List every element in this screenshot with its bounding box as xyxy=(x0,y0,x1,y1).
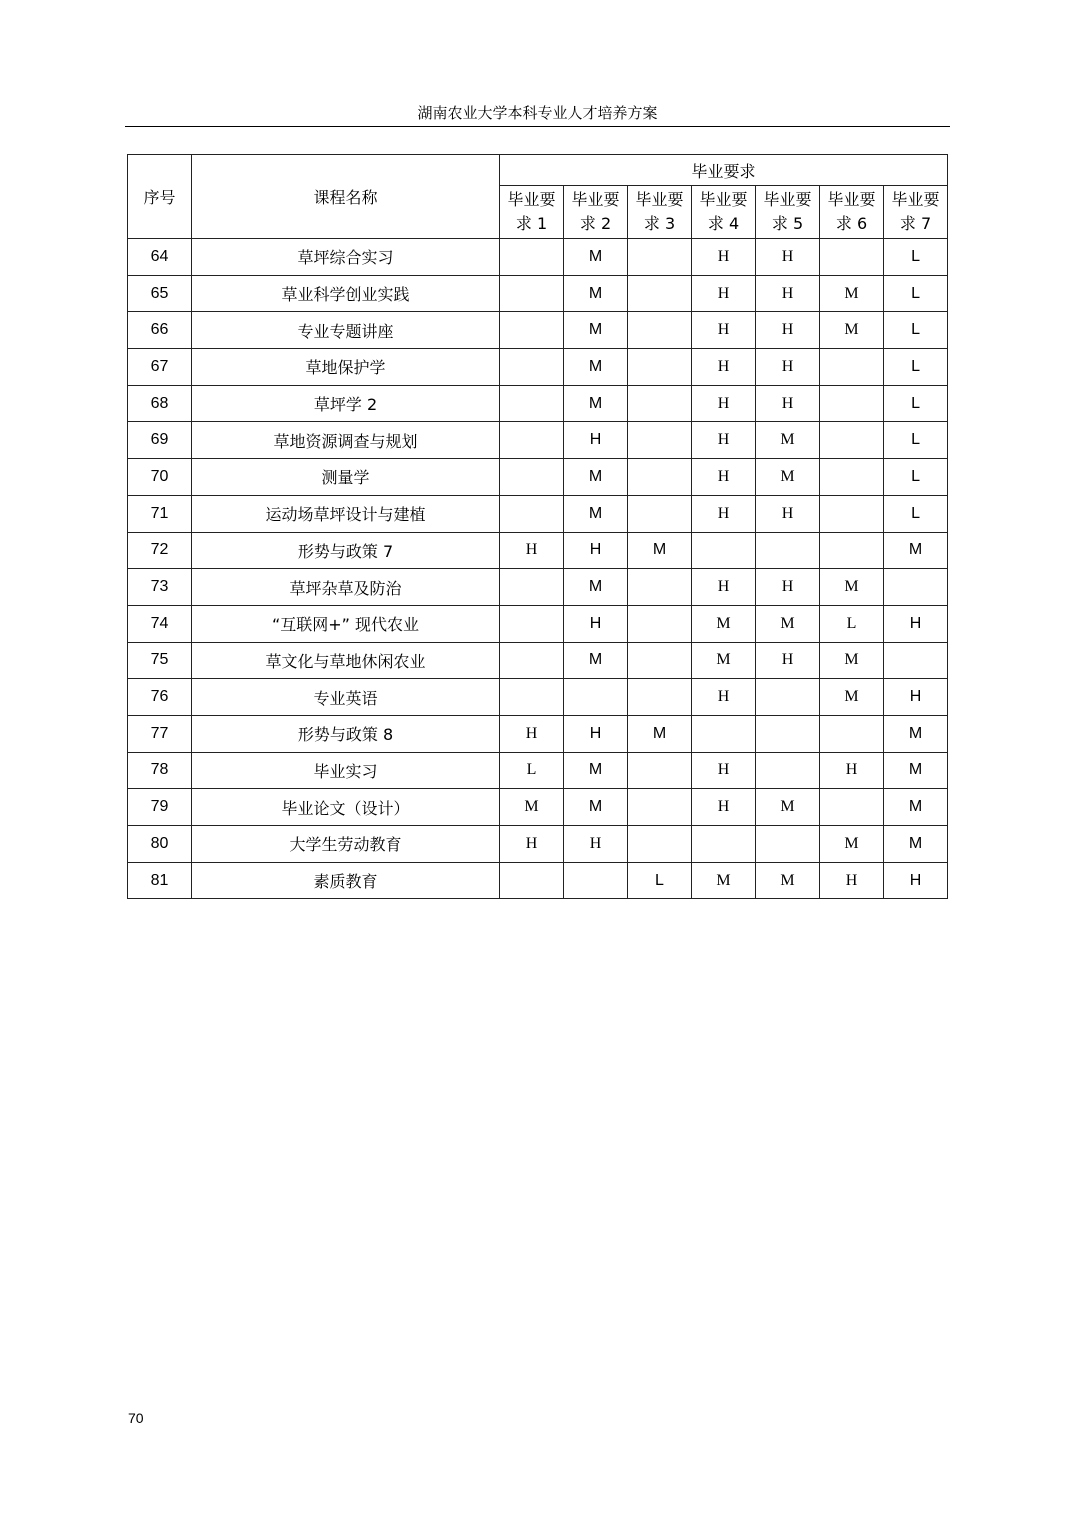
cell-requirement-4: H xyxy=(692,789,756,826)
cell-requirement-7 xyxy=(884,642,948,679)
cell-seq: 66 xyxy=(128,312,192,349)
cell-requirement-2: M xyxy=(564,495,628,532)
table-row xyxy=(128,422,948,459)
cell-requirement-2: H xyxy=(564,422,628,459)
cell-requirement-5: H xyxy=(756,349,820,386)
cell-requirement-6 xyxy=(820,715,884,752)
cell-requirement-2: H xyxy=(564,532,628,569)
cell-requirement-7: L xyxy=(884,239,948,276)
table-row xyxy=(128,385,948,422)
cell-requirement-2: M xyxy=(564,752,628,789)
cell-requirement-1 xyxy=(500,385,564,422)
cell-requirement-3 xyxy=(628,679,692,716)
header-requirement-line2: 求 4 xyxy=(707,214,740,233)
cell-requirement-2 xyxy=(564,679,628,716)
cell-requirement-5: H xyxy=(756,312,820,349)
cell-course-name: 草坪杂草及防治 xyxy=(192,569,500,606)
cell-requirement-2: H xyxy=(564,605,628,642)
cell-requirement-2: M xyxy=(564,385,628,422)
page-header-title: 湖南农业大学本科专业人才培养方案 xyxy=(417,104,658,122)
cell-course-name: 专业英语 xyxy=(192,679,500,716)
cell-requirement-4: H xyxy=(692,459,756,496)
header-requirement-6 xyxy=(820,186,884,239)
cell-requirement-5 xyxy=(756,532,820,569)
cell-course-name: 草业科学创业实践 xyxy=(192,275,500,312)
cell-requirement-1: H xyxy=(500,532,564,569)
header-requirement-line1: 毕业要 xyxy=(635,190,684,209)
table-row xyxy=(128,275,948,312)
header-requirement-line2: 求 6 xyxy=(835,214,868,233)
table-row xyxy=(128,569,948,606)
cell-requirement-4: M xyxy=(692,862,756,899)
cell-requirement-4: H xyxy=(692,239,756,276)
cell-requirement-1 xyxy=(500,312,564,349)
header-requirement-line2: 求 3 xyxy=(643,214,676,233)
cell-requirement-1 xyxy=(500,459,564,496)
cell-seq: 76 xyxy=(128,679,192,716)
header-requirement-1 xyxy=(500,186,564,239)
cell-requirement-7: H xyxy=(884,679,948,716)
cell-requirement-5 xyxy=(756,715,820,752)
cell-requirement-6 xyxy=(820,459,884,496)
cell-requirement-1 xyxy=(500,422,564,459)
cell-requirement-3 xyxy=(628,642,692,679)
cell-requirement-1 xyxy=(500,605,564,642)
cell-requirement-7: L xyxy=(884,495,948,532)
cell-requirement-4: H xyxy=(692,679,756,716)
cell-requirement-4 xyxy=(692,826,756,863)
table-row xyxy=(128,752,948,789)
cell-requirement-3 xyxy=(628,752,692,789)
cell-requirement-3 xyxy=(628,312,692,349)
cell-requirement-3 xyxy=(628,349,692,386)
cell-course-name: 形势与政策 8 xyxy=(192,715,500,752)
cell-seq: 70 xyxy=(128,459,192,496)
cell-requirement-6 xyxy=(820,349,884,386)
cell-requirement-7: M xyxy=(884,715,948,752)
cell-course-name: 毕业实习 xyxy=(192,752,500,789)
cell-course-name: 草文化与草地休闲农业 xyxy=(192,642,500,679)
table-row xyxy=(128,532,948,569)
cell-requirement-1: M xyxy=(500,789,564,826)
cell-requirement-6: H xyxy=(820,752,884,789)
cell-requirement-7: L xyxy=(884,349,948,386)
header-rule xyxy=(125,126,950,127)
cell-requirement-4: H xyxy=(692,752,756,789)
cell-requirement-6 xyxy=(820,385,884,422)
cell-course-name: 毕业论文（设计） xyxy=(192,789,500,826)
cell-seq: 81 xyxy=(128,862,192,899)
cell-seq: 67 xyxy=(128,349,192,386)
cell-requirement-4: H xyxy=(692,275,756,312)
cell-requirement-2: M xyxy=(564,312,628,349)
cell-course-name: 草坪学 2 xyxy=(192,385,500,422)
cell-requirement-3: M xyxy=(628,715,692,752)
cell-requirement-6 xyxy=(820,239,884,276)
cell-requirement-7: L xyxy=(884,275,948,312)
cell-requirement-6: H xyxy=(820,862,884,899)
header-requirement-line1: 毕业要 xyxy=(699,190,748,209)
cell-requirement-6: M xyxy=(820,312,884,349)
cell-requirement-4 xyxy=(692,715,756,752)
cell-requirement-6: M xyxy=(820,826,884,863)
cell-requirement-6: M xyxy=(820,275,884,312)
cell-requirement-2: M xyxy=(564,789,628,826)
cell-requirement-3: M xyxy=(628,532,692,569)
cell-seq: 69 xyxy=(128,422,192,459)
cell-requirement-6: M xyxy=(820,642,884,679)
cell-requirement-1: H xyxy=(500,715,564,752)
cell-requirement-6 xyxy=(820,789,884,826)
cell-requirement-2: M xyxy=(564,642,628,679)
cell-requirement-4: H xyxy=(692,349,756,386)
cell-requirement-7: L xyxy=(884,385,948,422)
cell-requirement-3 xyxy=(628,789,692,826)
cell-requirement-6 xyxy=(820,495,884,532)
table-row xyxy=(128,312,948,349)
cell-requirement-5: M xyxy=(756,459,820,496)
table-row xyxy=(128,862,948,899)
cell-requirement-4: H xyxy=(692,495,756,532)
cell-course-name: 草地资源调查与规划 xyxy=(192,422,500,459)
cell-requirement-1: H xyxy=(500,826,564,863)
cell-requirement-1 xyxy=(500,239,564,276)
header-requirement-line1: 毕业要 xyxy=(891,190,940,209)
cell-requirement-5 xyxy=(756,679,820,716)
table-row xyxy=(128,495,948,532)
page-number: 70 xyxy=(128,1410,144,1426)
cell-requirement-5: M xyxy=(756,422,820,459)
header-requirement-line1: 毕业要 xyxy=(827,190,876,209)
cell-requirement-5: H xyxy=(756,275,820,312)
cell-requirement-3 xyxy=(628,459,692,496)
cell-requirement-5: M xyxy=(756,862,820,899)
table-row xyxy=(128,826,948,863)
header-requirement-5 xyxy=(756,186,820,239)
header-course: 课程名称 xyxy=(192,155,500,239)
cell-requirement-1 xyxy=(500,862,564,899)
cell-course-name: “互联网+” 现代农业 xyxy=(192,605,500,642)
cell-requirement-3 xyxy=(628,422,692,459)
cell-seq: 74 xyxy=(128,605,192,642)
cell-seq: 80 xyxy=(128,826,192,863)
cell-requirement-1: L xyxy=(500,752,564,789)
header-requirement-line2: 求 7 xyxy=(899,214,932,233)
cell-requirement-5: H xyxy=(756,239,820,276)
header-requirement-line2: 求 5 xyxy=(771,214,804,233)
table-row xyxy=(128,789,948,826)
cell-requirement-5: H xyxy=(756,385,820,422)
cell-requirement-6: L xyxy=(820,605,884,642)
cell-requirement-2: H xyxy=(564,715,628,752)
cell-requirement-1 xyxy=(500,275,564,312)
cell-requirement-1 xyxy=(500,349,564,386)
cell-seq: 73 xyxy=(128,569,192,606)
cell-seq: 77 xyxy=(128,715,192,752)
cell-requirement-5: H xyxy=(756,569,820,606)
table-row xyxy=(128,679,948,716)
cell-requirement-2: M xyxy=(564,275,628,312)
cell-requirement-7: L xyxy=(884,312,948,349)
cell-requirement-6: M xyxy=(820,679,884,716)
cell-requirement-2: M xyxy=(564,569,628,606)
header-requirement-line1: 毕业要 xyxy=(763,190,812,209)
cell-requirement-7: M xyxy=(884,532,948,569)
cell-requirement-4 xyxy=(692,532,756,569)
cell-course-name: 素质教育 xyxy=(192,862,500,899)
cell-requirement-3 xyxy=(628,239,692,276)
cell-requirement-4: H xyxy=(692,422,756,459)
cell-requirement-1 xyxy=(500,569,564,606)
cell-seq: 65 xyxy=(128,275,192,312)
cell-requirement-6: M xyxy=(820,569,884,606)
cell-seq: 79 xyxy=(128,789,192,826)
cell-course-name: 运动场草坪设计与建植 xyxy=(192,495,500,532)
table-row xyxy=(128,349,948,386)
cell-course-name: 大学生劳动教育 xyxy=(192,826,500,863)
cell-requirement-7: M xyxy=(884,826,948,863)
cell-requirement-3 xyxy=(628,569,692,606)
cell-course-name: 草地保护学 xyxy=(192,349,500,386)
cell-course-name: 草坪综合实习 xyxy=(192,239,500,276)
cell-requirement-7: L xyxy=(884,459,948,496)
header-requirement-line1: 毕业要 xyxy=(507,190,556,209)
cell-seq: 64 xyxy=(128,239,192,276)
cell-requirement-7 xyxy=(884,569,948,606)
header-requirement-2 xyxy=(564,186,628,239)
cell-requirement-3 xyxy=(628,605,692,642)
cell-requirement-7: L xyxy=(884,422,948,459)
cell-requirement-4: H xyxy=(692,312,756,349)
cell-requirement-1 xyxy=(500,495,564,532)
cell-seq: 68 xyxy=(128,385,192,422)
cell-requirement-3 xyxy=(628,495,692,532)
table-row xyxy=(128,459,948,496)
header-requirement-4 xyxy=(692,186,756,239)
cell-requirement-6 xyxy=(820,422,884,459)
cell-requirement-5 xyxy=(756,826,820,863)
cell-requirement-4: M xyxy=(692,605,756,642)
cell-course-name: 形势与政策 7 xyxy=(192,532,500,569)
table-row xyxy=(128,715,948,752)
table-row xyxy=(128,605,948,642)
header-requirement-line1: 毕业要 xyxy=(571,190,620,209)
header-seq: 序号 xyxy=(128,155,192,239)
cell-requirement-2: M xyxy=(564,349,628,386)
cell-requirement-4: H xyxy=(692,569,756,606)
requirements-matrix-table xyxy=(127,154,948,899)
cell-requirement-3 xyxy=(628,275,692,312)
cell-requirement-1 xyxy=(500,679,564,716)
cell-requirement-1 xyxy=(500,642,564,679)
cell-course-name: 专业专题讲座 xyxy=(192,312,500,349)
header-requirement-7 xyxy=(884,186,948,239)
header-requirements-group: 毕业要求 xyxy=(500,155,948,186)
cell-requirement-4: M xyxy=(692,642,756,679)
cell-requirement-7: H xyxy=(884,862,948,899)
cell-seq: 71 xyxy=(128,495,192,532)
cell-requirement-2: M xyxy=(564,459,628,496)
cell-requirement-5: H xyxy=(756,495,820,532)
cell-requirement-5: H xyxy=(756,642,820,679)
cell-course-name: 测量学 xyxy=(192,459,500,496)
cell-requirement-3 xyxy=(628,826,692,863)
cell-requirement-4: H xyxy=(692,385,756,422)
cell-requirement-2: H xyxy=(564,826,628,863)
header-requirement-line2: 求 1 xyxy=(515,214,548,233)
cell-requirement-3: L xyxy=(628,862,692,899)
cell-requirement-2: M xyxy=(564,239,628,276)
table-row xyxy=(128,642,948,679)
cell-requirement-5: M xyxy=(756,605,820,642)
cell-requirement-3 xyxy=(628,385,692,422)
cell-requirement-6 xyxy=(820,532,884,569)
table-row xyxy=(128,239,948,276)
cell-requirement-5: M xyxy=(756,789,820,826)
cell-seq: 72 xyxy=(128,532,192,569)
cell-requirement-7: M xyxy=(884,789,948,826)
header-requirement-3 xyxy=(628,186,692,239)
cell-seq: 75 xyxy=(128,642,192,679)
cell-requirement-2 xyxy=(564,862,628,899)
cell-requirement-7: H xyxy=(884,605,948,642)
cell-requirement-5 xyxy=(756,752,820,789)
cell-seq: 78 xyxy=(128,752,192,789)
cell-requirement-7: M xyxy=(884,752,948,789)
header-requirement-line2: 求 2 xyxy=(579,214,612,233)
